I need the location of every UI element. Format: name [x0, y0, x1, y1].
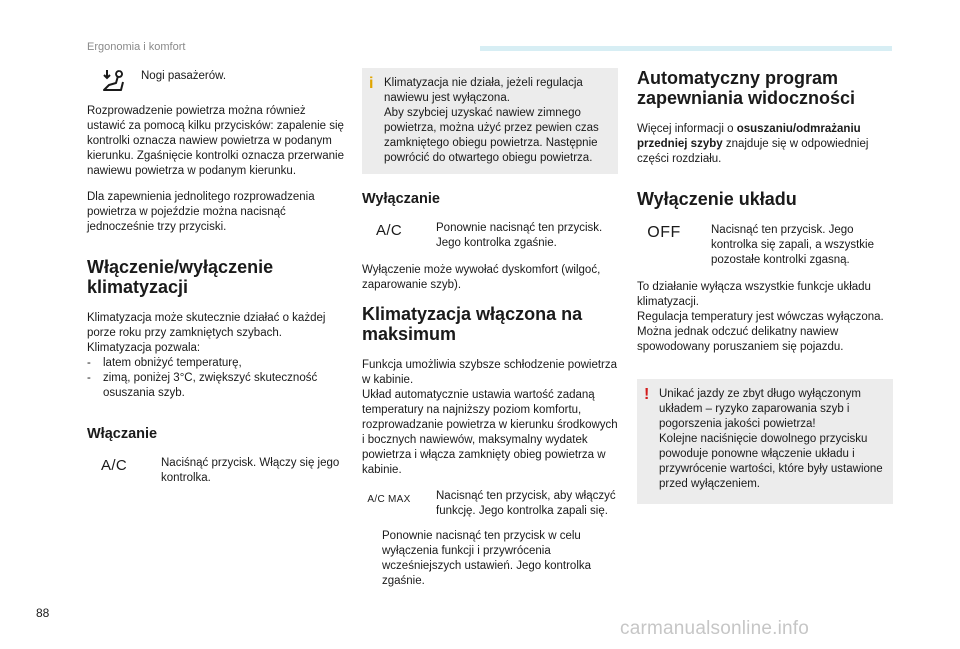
warning-icon: ! [644, 386, 650, 403]
ac-on-row [87, 456, 347, 486]
auto-visibility-text: Więcej informacji o osuszaniu/odmrażaniu przedniej szyby znajduje się w odpowiedniej części rozdziału. [637, 123, 869, 165]
system-off-description: To działanie wyłącza wszystkie funkcje układu klimatyzacji. Regulacja temperatury jest wówczas wyłączona. Można jednak odczuć delikatny nawiew spowodowany poruszaniem się pojazdu. [637, 281, 884, 353]
heading-ac-onoff: Włączenie/wyłączenie klimatyzacji [87, 257, 274, 297]
ac-max-off-text: Ponownie nacisnąć ten przycisk w celu wyłączenia funkcji i przywrócenia wcześniejszych ustawień. Jego kontrolka zgaśnie. [382, 530, 592, 587]
ac-max-button: A/C MAX [367, 494, 411, 505]
ac-off-text: Ponownie nacisnąć ten przycisk. Jego kontrolka zgaśnie. [436, 222, 603, 249]
ac-benefits-list [87, 356, 347, 401]
column-2 [362, 68, 618, 589]
warning-text: Unikać jazdy ze zbyt długo wyłączonym układem – ryzyko zaparowania szyb i pogorszenia jakości powietrza! Kolejne naciśnięcie dowolnego przycisku powoduje ponowne włączenie układu i przywrócenie wartości, które były ustawione przed wyłączeniem. [659, 388, 883, 490]
ac-button: A/C [376, 222, 402, 239]
bullet-icon [362, 529, 382, 589]
ac-max-off-item [362, 529, 618, 589]
feet-label: Nogi pasażerów. [141, 70, 227, 82]
ac-on-text: Naciśnąć przycisk. Włączy się jego kontrolka. [161, 457, 340, 484]
dash-mark: - [87, 357, 91, 369]
bullet-icon [416, 489, 436, 519]
list-item: - zimą, poniżej 3°C, zwiększyć skuteczność osuszania szyb. [87, 372, 318, 399]
warning-box [637, 379, 893, 504]
heading-on: Włączanie [87, 426, 158, 442]
ac-button: A/C [101, 457, 127, 474]
heading-ac-max: Klimatyzacja włączona na maksimum [362, 304, 583, 344]
distribution-text: Rozprowadzenie powietrza można również ustawić za pomocą kilku przycisków: zapalenie się kontrolki oznacza nawiew powietrza w podanym kierunku. Zgaśnięcie kontrolki oznacza przerwanie nawiewu powietrza w podanym kierunku. [87, 105, 344, 177]
watermark: carmanualsonline.info [620, 618, 810, 639]
heading-auto-visibility: Automatyczny program zapewniania widoczności [637, 68, 856, 108]
uniform-text: Dla zapewnienia jednolitego rozprowadzenia powietrza w pojeździe można nacisnąć jednocześnie trzy przyciski. [87, 191, 315, 233]
ac-max-row [362, 489, 618, 519]
feet-airflow-icon [87, 66, 141, 94]
info-text: Klimatyzacja nie działa, jeżeli regulacja nawiewu jest wyłączona. Aby szybciej uzyskać nawiew zimnego powietrza, można użyć przez pewien czas zamkniętego obiegu powietrza. Następnie powrócić do otwartego obiegu powietrza. [384, 77, 599, 164]
page-number: 88 [36, 606, 50, 620]
off-button: OFF [647, 224, 681, 241]
off-discomfort-text: Wyłączenie może wywołać dyskomfort (wilgoć, zaparowanie szyb). [362, 264, 601, 291]
heading-off: Wyłączanie [362, 191, 440, 207]
column-3 [637, 68, 893, 522]
heading-system-off: Wyłączenie układu [637, 189, 797, 209]
off-text: Nacisnąć ten przycisk. Jego kontrolka się zapali, a wszystkie pozostałe kontrolki zgasną. [711, 224, 874, 266]
info-icon: i [369, 75, 374, 92]
off-row [637, 223, 893, 268]
ac-max-description: Funkcja umożliwia szybsze schłodzenie powietrza w kabinie. Układ automatycznie ustawia wartość zadaną temperatury na najniższy poziom komfortu, rozprowadzanie powietrza w kierunku środkowych i bocznych nawiewów, maksymalny wydatek powietrza i włącza zamknięty obieg powietrza w kabinie. [362, 359, 618, 476]
list-item: - latem obniżyć temperaturę, [87, 357, 242, 369]
section-header: Ergonomia i komfort [87, 41, 186, 53]
bullet-icon [416, 221, 436, 251]
ac-max-on-text: Nacisnąć ten przycisk, aby włączyć funkcję. Jego kontrolka zapali się. [436, 490, 616, 517]
bullet-icon [691, 223, 711, 268]
feet-row [87, 66, 347, 94]
bullet-icon [141, 456, 161, 486]
ac-off-row [362, 221, 618, 251]
dash-mark: - [87, 372, 91, 384]
ac-intro: Klimatyzacja może skutecznie działać o każdej porze roku przy zamkniętych szybach. [87, 312, 326, 339]
column-1 [87, 66, 347, 496]
ac-allows: Klimatyzacja pozwala: [87, 342, 201, 354]
info-box [362, 68, 618, 174]
header-bar [480, 46, 892, 51]
